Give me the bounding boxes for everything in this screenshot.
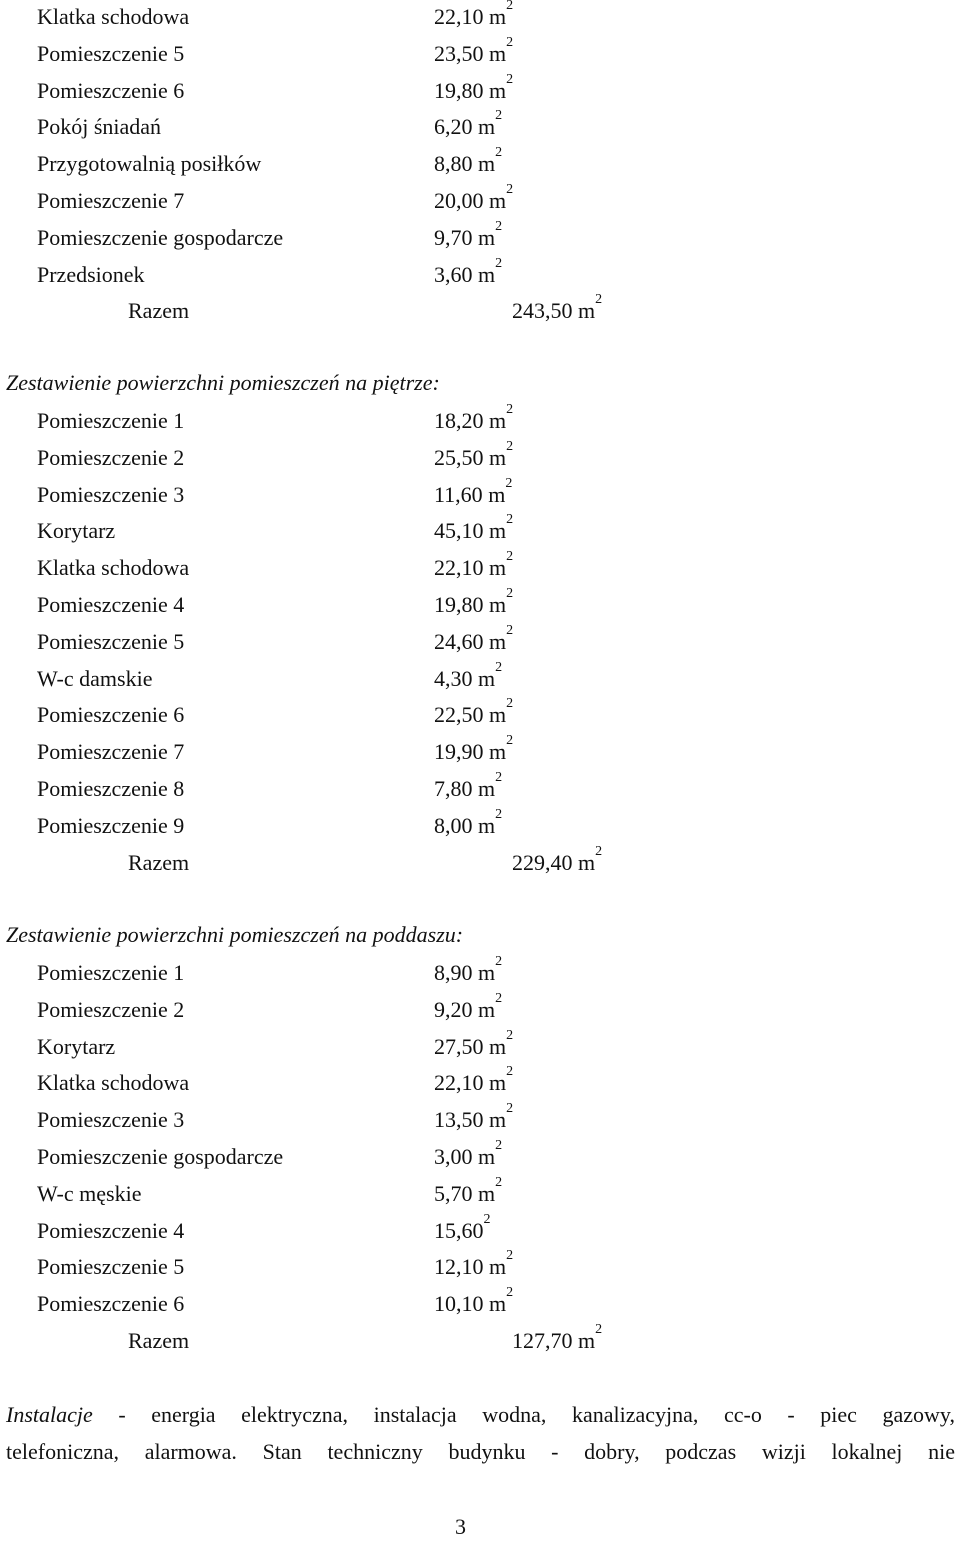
room-name: Pomieszczenie 7 [37, 188, 185, 213]
room-name: Pomieszczenie gospodarcze [37, 224, 284, 250]
room-area: 11,60 $m^2$ [434, 475, 513, 507]
room-name: Korytarz [37, 1033, 116, 1059]
room-name: Klatka schodowa [37, 555, 190, 581]
room-area: 3,60 $m^2$ [434, 255, 503, 287]
room-area: 20,00 $m^2$ [434, 182, 514, 213]
room-area: 24,60 $m^2$ [434, 622, 514, 654]
room-name: Pomieszczenie gospodarcze [37, 1144, 284, 1169]
room-area: 8,80 $m^2$ [434, 145, 503, 177]
room-area: 22,10 $m^2$ [434, 1064, 514, 1096]
room-area: 3,00 $m^2$ [434, 1138, 503, 1169]
total-label: Razem [128, 1328, 190, 1353]
paragraph-line-1-text: - energia elektryczna, instalacja wodna, kanalizacyjna, cc-o - piec gazowy, [92, 1402, 955, 1427]
room-area: 8,00 $m^2$ [434, 806, 503, 838]
room-area: 6,20 $m^2$ [434, 108, 503, 140]
room-area: 4,30 $m^2$ [434, 659, 503, 691]
room-area: 8,90 $m^2$ [434, 954, 503, 985]
room-area: 13,50 $m^2$ [434, 1101, 514, 1133]
paragraph-line-1 [6, 1398, 955, 1432]
room-name: Pomieszczenie 2 [37, 996, 185, 1022]
room-name: W-c damskie [37, 665, 153, 691]
total-value: 229,40 $m^2$ [512, 844, 603, 875]
room-name: Pomieszczenie 5 [37, 628, 185, 654]
room-area: 12,10 $m^2$ [434, 1248, 514, 1280]
room-area: 25,50 $m^2$ [434, 438, 514, 470]
room-area: 9,70 $m^2$ [434, 218, 503, 250]
room-name: Przygotowalnią posiłków [37, 151, 262, 177]
room-area: 5,70 $m^2$ [434, 1174, 503, 1206]
room-name: Klatka schodowa [37, 4, 190, 29]
room-area: 22,10 $m^2$ [434, 549, 514, 581]
room-name: Pomieszczenie 1 [37, 960, 185, 985]
room-name: Pomieszczenie 1 [37, 408, 185, 433]
room-name: Klatka schodowa [37, 1070, 190, 1096]
room-name: Pomieszczenie 5 [37, 40, 185, 66]
room-area: 15,60$^2$ [434, 1211, 491, 1243]
room-name: Pomieszczenie 4 [37, 1217, 185, 1243]
room-area: 19,90 $m^2$ [434, 733, 514, 765]
room-name: Przedsionek [37, 261, 145, 287]
section-heading-attic: Zestawienie powierzchni pomieszczeń na poddaszu: [6, 922, 464, 947]
room-name: Pomieszczenie 2 [37, 444, 185, 470]
room-area: 27,50 $m^2$ [434, 1027, 514, 1059]
room-name: Pokój śniadań [37, 114, 162, 140]
room-name: Pomieszczenie 6 [37, 702, 185, 728]
room-name: Pomieszczenie 8 [37, 776, 185, 801]
room-area: 22,50 $m^2$ [434, 696, 514, 728]
room-area: 9,20 $m^2$ [434, 990, 503, 1022]
page-number: 3 [455, 1514, 466, 1539]
paragraph-line-2: telefoniczna, alarmowa. Stan techniczny budynku - dobry, podczas wizji lokalnej nie [6, 1439, 955, 1464]
total-value: 243,50 $m^2$ [512, 292, 603, 323]
room-name: Pomieszczenie 7 [37, 739, 185, 765]
room-area: 23,50 $m^2$ [434, 34, 514, 66]
total-label: Razem [128, 850, 190, 875]
room-name: Pomieszczenie 3 [37, 1107, 185, 1133]
room-area: 7,80 $m^2$ [434, 770, 503, 801]
room-name: Pomieszczenie 3 [37, 481, 185, 507]
room-area: 45,10 $m^2$ [434, 512, 514, 544]
room-area: 19,80 $m^2$ [434, 586, 514, 617]
room-area: 18,20 $m^2$ [434, 402, 514, 433]
room-name: Pomieszczenie 9 [37, 812, 185, 838]
room-area: 22,10 $m^2$ [434, 0, 514, 29]
total-value: 127,70 $m^2$ [512, 1322, 603, 1353]
room-name: W-c męskie [37, 1180, 142, 1206]
room-area: 10,10 $m^2$ [434, 1285, 514, 1317]
section-heading-first-floor: Zestawienie powierzchni pomieszczeń na piętrze: [6, 370, 440, 395]
room-area: 19,80 $m^2$ [434, 71, 514, 103]
room-name: Pomieszczenie 5 [37, 1254, 185, 1280]
room-name: Pomieszczenie 4 [37, 592, 185, 617]
paragraph-label: Instalacje [6, 1402, 93, 1427]
total-label: Razem [128, 298, 190, 323]
room-name: Pomieszczenie 6 [37, 77, 185, 103]
room-name: Pomieszczenie 6 [37, 1291, 185, 1317]
room-name: Korytarz [37, 518, 116, 544]
